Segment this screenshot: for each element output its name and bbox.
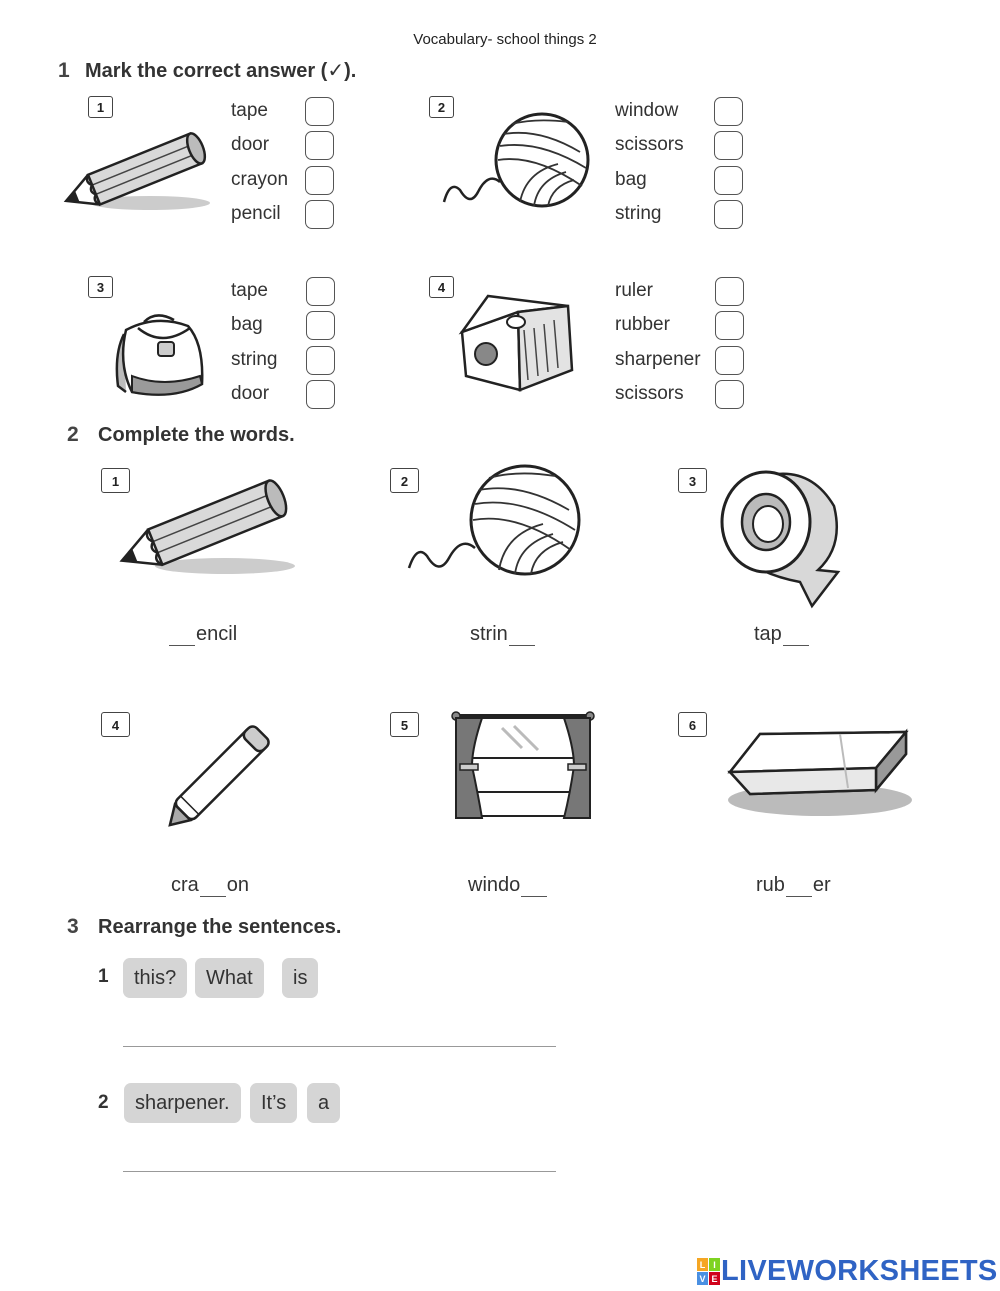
pencil-picture bbox=[115, 470, 300, 580]
fill-word bbox=[754, 623, 810, 646]
option-label: bag bbox=[615, 169, 647, 190]
answer-line[interactable] bbox=[123, 1171, 556, 1172]
word-start: rub bbox=[756, 874, 785, 896]
logo-letter: V bbox=[699, 1273, 706, 1284]
word-start: cra bbox=[171, 874, 199, 896]
section-2-heading bbox=[67, 423, 295, 447]
word-chip[interactable]: this? bbox=[123, 958, 187, 998]
logo-letter: E bbox=[711, 1273, 718, 1284]
option-label: sharpener bbox=[615, 349, 701, 370]
logo-letter: I bbox=[713, 1259, 716, 1270]
answer-line[interactable] bbox=[123, 1046, 556, 1047]
word-chip[interactable]: a bbox=[307, 1083, 340, 1123]
section-3-number: 3 bbox=[67, 915, 79, 938]
bag-picture bbox=[104, 314, 210, 400]
letter-blank[interactable] bbox=[200, 876, 226, 897]
section-3-title: Rearrange the sentences. bbox=[98, 916, 342, 938]
item-number-box: 3 bbox=[88, 276, 113, 298]
brand-text: LIVEWORKSHEETS bbox=[721, 1255, 998, 1287]
word-start: windo bbox=[468, 874, 521, 896]
answer-checkbox[interactable] bbox=[305, 131, 334, 160]
section-1-heading bbox=[58, 58, 356, 83]
word-chip[interactable]: What bbox=[195, 958, 264, 998]
fill-word bbox=[470, 623, 536, 646]
option-label: tape bbox=[231, 280, 268, 301]
string-ball-picture bbox=[405, 464, 585, 579]
sentence-number: 1 bbox=[98, 966, 109, 987]
item-number-box: 5 bbox=[390, 712, 419, 737]
answer-checkbox[interactable] bbox=[306, 380, 335, 409]
liveworksheets-brand[interactable] bbox=[697, 1255, 998, 1288]
answer-checkbox[interactable] bbox=[715, 277, 744, 306]
letter-blank[interactable] bbox=[169, 625, 195, 646]
answer-checkbox[interactable] bbox=[306, 346, 335, 375]
answer-checkbox[interactable] bbox=[305, 97, 334, 126]
option-label: pencil bbox=[231, 203, 281, 224]
option-label: scissors bbox=[615, 134, 684, 155]
answer-checkbox[interactable] bbox=[714, 131, 743, 160]
section-3-heading bbox=[67, 915, 341, 939]
window-picture bbox=[452, 708, 594, 823]
word-end: on bbox=[226, 874, 250, 896]
rubber-picture bbox=[720, 710, 912, 822]
answer-checkbox[interactable] bbox=[715, 311, 744, 340]
item-number-box: 4 bbox=[429, 276, 454, 298]
word-start: tap bbox=[754, 623, 782, 645]
letter-blank[interactable] bbox=[786, 876, 812, 897]
fill-word bbox=[171, 874, 249, 897]
option-label: window bbox=[615, 100, 679, 121]
fill-word bbox=[168, 623, 237, 646]
answer-checkbox[interactable] bbox=[306, 311, 335, 340]
pencil-picture bbox=[60, 125, 220, 215]
option-label: scissors bbox=[615, 383, 684, 404]
word-chip[interactable]: It’s bbox=[250, 1083, 297, 1123]
word-chip[interactable]: is bbox=[282, 958, 318, 998]
answer-checkbox[interactable] bbox=[306, 277, 335, 306]
logo-letter: L bbox=[699, 1259, 706, 1270]
option-label: rubber bbox=[615, 314, 670, 335]
item-number-box: 4 bbox=[101, 712, 130, 737]
item-number-box: 1 bbox=[88, 96, 113, 118]
section-1-title: Mark the correct answer (✓). bbox=[85, 60, 357, 82]
option-label: string bbox=[231, 349, 278, 370]
item-number-box: 2 bbox=[390, 468, 419, 493]
sharpener-picture bbox=[458, 290, 578, 406]
option-label: ruler bbox=[615, 280, 654, 301]
item-number-box: 1 bbox=[101, 468, 130, 493]
word-end: encil bbox=[196, 623, 238, 645]
section-1-number: 1 bbox=[58, 59, 70, 82]
option-label: bag bbox=[231, 314, 263, 335]
answer-checkbox[interactable] bbox=[715, 346, 744, 375]
option-label: tape bbox=[231, 100, 268, 121]
letter-blank[interactable] bbox=[521, 876, 547, 897]
string-ball-picture bbox=[440, 112, 595, 212]
fill-word bbox=[756, 874, 831, 897]
liveworksheets-logo-icon bbox=[697, 1258, 721, 1286]
document-title: Vocabulary- school things 2 bbox=[413, 31, 597, 48]
option-label: door bbox=[231, 134, 270, 155]
fill-word bbox=[468, 874, 548, 897]
word-chip[interactable]: sharpener. bbox=[124, 1083, 241, 1123]
option-label: string bbox=[615, 203, 662, 224]
answer-checkbox[interactable] bbox=[305, 166, 334, 195]
word-start: strin bbox=[470, 623, 508, 645]
crayon-picture bbox=[148, 712, 288, 842]
item-number-box: 3 bbox=[678, 468, 707, 493]
answer-checkbox[interactable] bbox=[714, 97, 743, 126]
answer-checkbox[interactable] bbox=[714, 200, 743, 229]
sentence-number: 2 bbox=[98, 1092, 109, 1113]
word-end: er bbox=[812, 874, 831, 896]
option-label: door bbox=[231, 383, 270, 404]
answer-checkbox[interactable] bbox=[305, 200, 334, 229]
item-number-box: 2 bbox=[429, 96, 454, 118]
answer-checkbox[interactable] bbox=[715, 380, 744, 409]
item-number-box: 6 bbox=[678, 712, 707, 737]
letter-blank[interactable] bbox=[509, 625, 535, 646]
section-2-title: Complete the words. bbox=[98, 424, 295, 446]
tape-roll-picture bbox=[718, 466, 846, 611]
option-label: crayon bbox=[231, 169, 289, 190]
letter-blank[interactable] bbox=[783, 625, 809, 646]
section-2-number: 2 bbox=[67, 423, 79, 446]
answer-checkbox[interactable] bbox=[714, 166, 743, 195]
